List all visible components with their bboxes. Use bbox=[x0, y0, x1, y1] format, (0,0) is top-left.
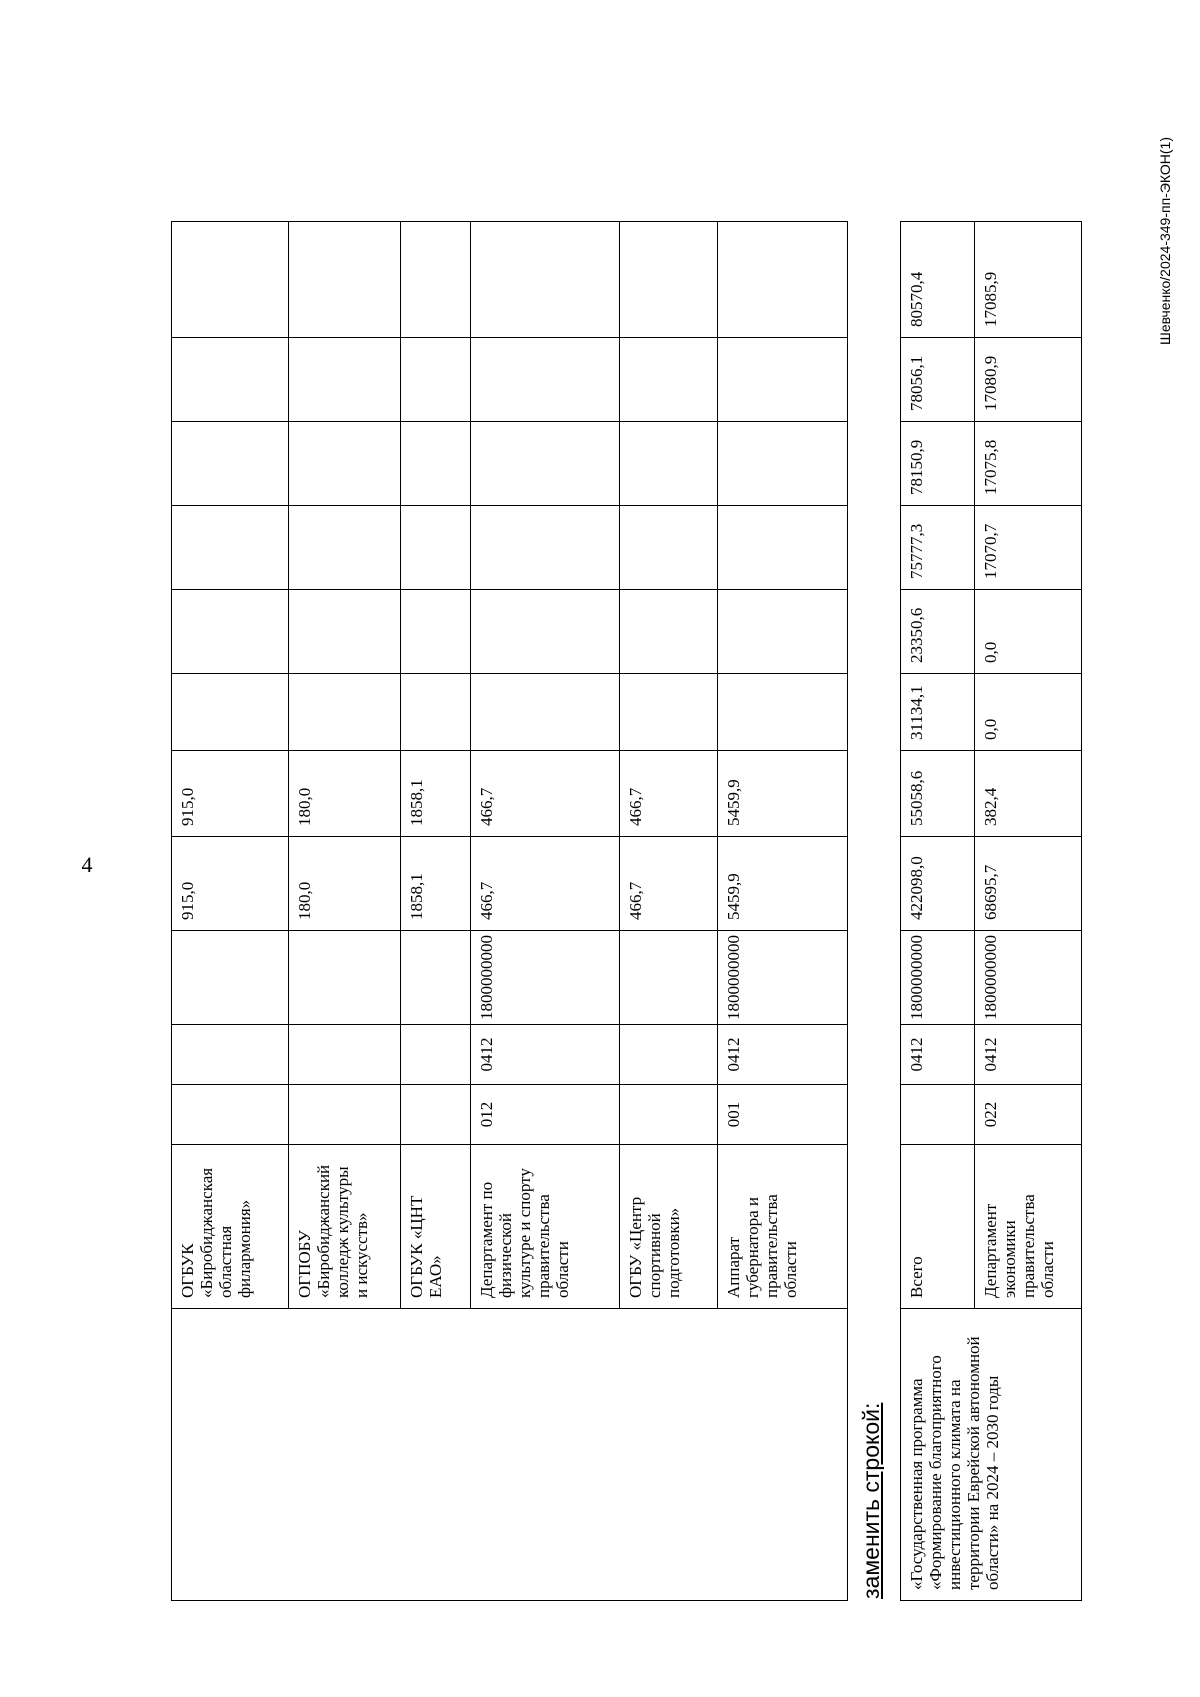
year-cell bbox=[172, 222, 289, 338]
year-2028-cell: 17075,8 bbox=[975, 422, 1082, 506]
year-cell bbox=[620, 338, 718, 422]
year-cell bbox=[620, 506, 718, 590]
year-2024-cell: 382,4 bbox=[975, 751, 1082, 837]
csr-cell: 1800000000 bbox=[975, 931, 1082, 1025]
rzpr-cell bbox=[289, 1025, 401, 1085]
budget-table-top bbox=[171, 221, 848, 1601]
document-stamp-text: Шевченко/2024-349-пп-ЭКОН(1) bbox=[1157, 136, 1173, 346]
year-2024-cell: 1858,1 bbox=[401, 751, 471, 837]
rzpr-cell: 0412 bbox=[901, 1025, 975, 1085]
csr-cell bbox=[289, 931, 401, 1025]
grbs-cell: 022 bbox=[975, 1085, 1082, 1145]
org-name-cell: ОГБУК «ЦНТ ЕАО» bbox=[401, 1145, 471, 1309]
grbs-cell: 001 bbox=[718, 1085, 848, 1145]
year-2024-cell: 915,0 bbox=[172, 751, 289, 837]
year-cell bbox=[172, 506, 289, 590]
rzpr-cell bbox=[620, 1025, 718, 1085]
grbs-cell bbox=[401, 1085, 471, 1145]
year-cell bbox=[172, 674, 289, 751]
year-cell bbox=[471, 222, 620, 338]
table-row bbox=[901, 222, 975, 1601]
year-cell bbox=[401, 590, 471, 674]
year-cell bbox=[718, 506, 848, 590]
year-2027-cell: 75777,3 bbox=[901, 506, 975, 590]
replace-label: заменить строкой: bbox=[858, 1402, 884, 1599]
year-cell bbox=[718, 674, 848, 751]
csr-cell: 1800000000 bbox=[471, 931, 620, 1025]
page-number: 4 bbox=[81, 852, 93, 877]
year-2025-cell: 0,0 bbox=[975, 674, 1082, 751]
total-cell: 1858,1 bbox=[401, 837, 471, 931]
org-name-cell: Аппарат губернатора и правительства области bbox=[718, 1145, 848, 1309]
year-cell bbox=[401, 338, 471, 422]
org-name-cell: Департамент экономики правительства области bbox=[975, 1145, 1082, 1309]
year-2026-cell: 0,0 bbox=[975, 590, 1082, 674]
year-cell bbox=[289, 338, 401, 422]
total-cell: 68695,7 bbox=[975, 837, 1082, 931]
org-name-cell: ОГБУ «Центр спортивной подготовки» bbox=[620, 1145, 718, 1309]
rzpr-cell: 0412 bbox=[975, 1025, 1082, 1085]
program-name-cell: «Государственная программа «Формирование благоприятного инвестиционного климата на территории Еврейской автономной области» на 2024 – 2030 годы bbox=[901, 1309, 1082, 1601]
year-2028-cell: 78150,9 bbox=[901, 422, 975, 506]
year-cell bbox=[718, 338, 848, 422]
rzpr-cell: 0412 bbox=[718, 1025, 848, 1085]
program-cell-empty bbox=[172, 1309, 848, 1601]
total-cell: 915,0 bbox=[172, 837, 289, 931]
csr-cell bbox=[401, 931, 471, 1025]
year-cell bbox=[172, 338, 289, 422]
year-2025-cell: 31134,1 bbox=[901, 674, 975, 751]
year-2026-cell: 23350,6 bbox=[901, 590, 975, 674]
year-cell bbox=[620, 674, 718, 751]
year-2029-cell: 78056,1 bbox=[901, 338, 975, 422]
year-cell bbox=[289, 674, 401, 751]
budget-table-bottom bbox=[900, 221, 1082, 1601]
year-cell bbox=[289, 506, 401, 590]
rzpr-cell bbox=[172, 1025, 289, 1085]
document-stamp bbox=[1150, 136, 1180, 346]
grbs-cell bbox=[172, 1085, 289, 1145]
year-cell bbox=[718, 222, 848, 338]
org-name-cell: Всего bbox=[901, 1145, 975, 1309]
total-cell: 180,0 bbox=[289, 837, 401, 931]
rotated-content bbox=[91, 104, 1093, 1601]
year-cell bbox=[289, 422, 401, 506]
year-cell bbox=[718, 422, 848, 506]
total-cell: 422098,0 bbox=[901, 837, 975, 931]
year-cell bbox=[401, 506, 471, 590]
grbs-cell bbox=[620, 1085, 718, 1145]
year-cell bbox=[471, 338, 620, 422]
grbs-cell bbox=[901, 1085, 975, 1145]
year-cell bbox=[401, 674, 471, 751]
year-cell bbox=[289, 222, 401, 338]
csr-cell bbox=[172, 931, 289, 1025]
year-2024-cell: 466,7 bbox=[620, 751, 718, 837]
year-cell bbox=[620, 422, 718, 506]
year-cell bbox=[401, 422, 471, 506]
total-cell: 466,7 bbox=[620, 837, 718, 931]
year-2030-cell: 80570,4 bbox=[901, 222, 975, 338]
year-cell bbox=[471, 506, 620, 590]
year-cell bbox=[620, 590, 718, 674]
year-cell bbox=[172, 590, 289, 674]
total-cell: 466,7 bbox=[471, 837, 620, 931]
year-2024-cell: 55058,6 bbox=[901, 751, 975, 837]
org-name-cell: ОГПОБУ «Биробиджанский колледж культуры и искусств» bbox=[289, 1145, 401, 1309]
year-cell bbox=[172, 422, 289, 506]
grbs-cell bbox=[289, 1085, 401, 1145]
csr-cell: 1800000000 bbox=[718, 931, 848, 1025]
year-cell bbox=[289, 590, 401, 674]
org-name-cell: Департамент по физической культуре и спорту правительства области bbox=[471, 1145, 620, 1309]
year-cell bbox=[471, 674, 620, 751]
year-cell bbox=[620, 222, 718, 338]
csr-cell: 1800000000 bbox=[901, 931, 975, 1025]
rzpr-cell: 0412 bbox=[471, 1025, 620, 1085]
total-cell: 5459,9 bbox=[718, 837, 848, 931]
rzpr-cell bbox=[401, 1025, 471, 1085]
csr-cell bbox=[620, 931, 718, 1025]
grbs-cell: 012 bbox=[471, 1085, 620, 1145]
year-2024-cell: 5459,9 bbox=[718, 751, 848, 837]
year-cell bbox=[471, 590, 620, 674]
year-cell bbox=[718, 590, 848, 674]
year-2027-cell: 17070,7 bbox=[975, 506, 1082, 590]
org-name-cell: ОГБУК «Биробиджанская областная филармония» bbox=[172, 1145, 289, 1309]
year-cell bbox=[471, 422, 620, 506]
year-cell bbox=[401, 222, 471, 338]
year-2024-cell: 466,7 bbox=[471, 751, 620, 837]
year-2029-cell: 17080,9 bbox=[975, 338, 1082, 422]
table-row bbox=[172, 222, 289, 1601]
year-2030-cell: 17085,9 bbox=[975, 222, 1082, 338]
year-2024-cell: 180,0 bbox=[289, 751, 401, 837]
